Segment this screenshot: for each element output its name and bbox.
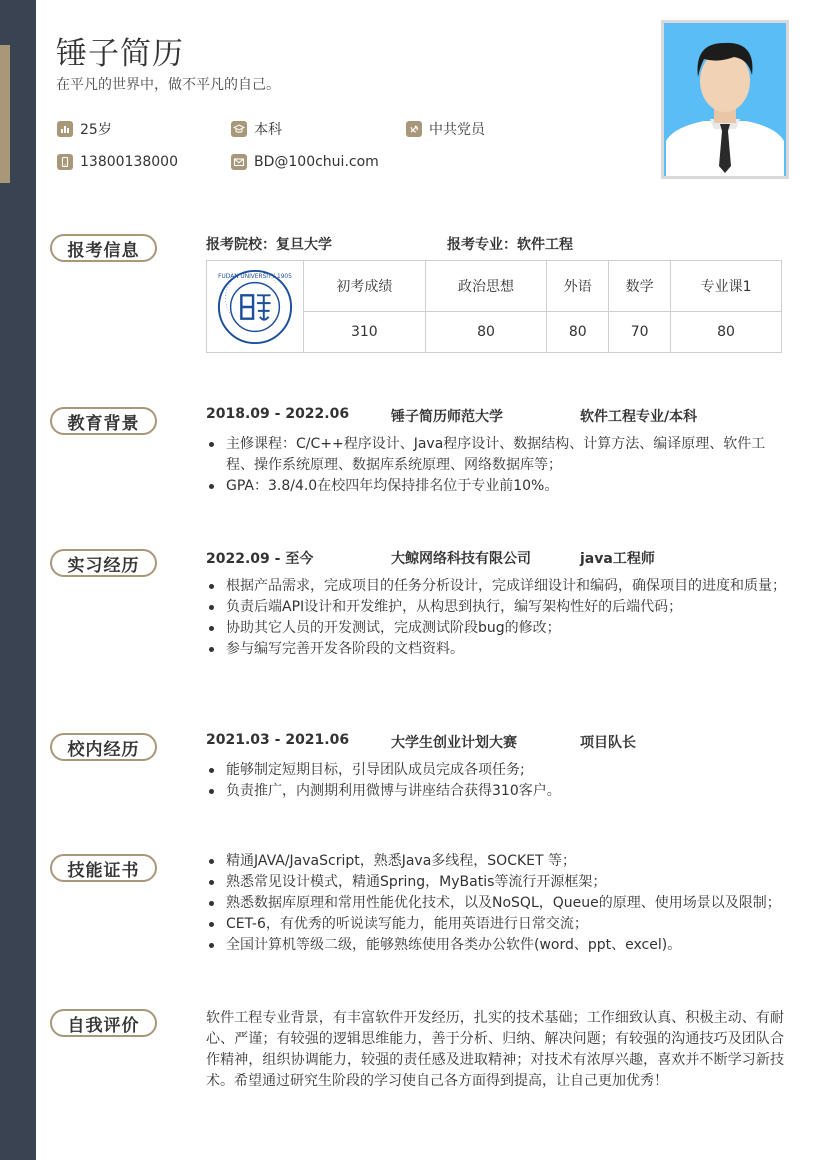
education-list <box>206 434 786 497</box>
section-label-campus: 校内经历 <box>50 733 157 761</box>
info-email-value: BD@100chui.com <box>254 154 379 170</box>
campus-role: 项目队长 <box>580 735 636 751</box>
exam-score-table <box>206 260 782 353</box>
section-label-self-eval: 自我评价 <box>50 1009 157 1037</box>
bar-chart-icon <box>57 121 73 137</box>
exam-school: 报考院校：复旦大学 <box>206 237 332 253</box>
list-item: CET-6，有优秀的听说读写能力，能用英语进行日常交流； <box>206 914 786 935</box>
score-header: 政治思想 <box>425 261 547 312</box>
info-politics-value: 中共党员 <box>429 122 485 138</box>
list-item: 协助其它人员的开发测试，完成测试阶段bug的修改； <box>206 618 786 639</box>
phone-icon <box>57 154 73 170</box>
score-value: 70 <box>609 311 671 352</box>
internship-list <box>206 576 786 660</box>
internship-date: 2022.09 - 至今 <box>206 551 314 567</box>
list-item: 能够制定短期目标，引导团队成员完成各项任务; <box>206 760 786 781</box>
score-value: 80 <box>671 311 782 352</box>
list-item: 全国计算机等级二级，能够熟练使用各类办公软件(word、ppt、excel)。 <box>206 935 786 956</box>
mail-icon <box>231 154 247 170</box>
internship-role: java工程师 <box>580 551 655 567</box>
avatar-illustration <box>664 23 786 176</box>
score-value: 80 <box>547 311 609 352</box>
internship-company: 大鲸网络科技有限公司 <box>391 551 531 567</box>
list-item: 精通JAVA/JavaScript，熟悉Java多线程，SOCKET 等； <box>206 851 786 872</box>
resume-name: 锤子简历 <box>56 36 184 72</box>
list-item: 参与编写完善开发各阶段的文档资料。 <box>206 639 786 660</box>
section-label-skills: 技能证书 <box>50 854 157 882</box>
score-value: 80 <box>425 311 547 352</box>
fudan-logo-icon <box>216 268 294 346</box>
section-label-exam: 报考信息 <box>50 234 157 262</box>
campus-list <box>206 760 786 802</box>
school-logo-cell <box>207 261 304 353</box>
graduation-cap-icon <box>231 121 247 137</box>
list-item: 主修课程：C/C++程序设计、Java程序设计、数据结构、计算方法、编译原理、软件工程、操作系统原理、数据库系统原理、网络数据库等； <box>206 434 786 476</box>
list-item: GPA：3.8/4.0在校四年均保持排名位于专业前10%。 <box>206 476 786 497</box>
skills-list <box>206 851 786 956</box>
education-major: 软件工程专业/本科 <box>580 409 698 425</box>
info-phone-value: 13800138000 <box>80 154 178 170</box>
section-label-education: 教育背景 <box>50 407 157 435</box>
list-item: 负责推广，内测期利用微博与讲座结合获得310客户。 <box>206 781 786 802</box>
score-header: 数学 <box>609 261 671 312</box>
list-item: 熟悉常见设计模式，精通Spring，MyBatis等流行开源框架； <box>206 872 786 893</box>
score-header: 外语 <box>547 261 609 312</box>
info-email <box>231 154 379 170</box>
info-education <box>231 119 282 139</box>
list-item: 负责后端API设计和开发维护，从构思到执行，编写架构性好的后端代码； <box>206 597 786 618</box>
info-politics <box>406 119 485 139</box>
campus-org: 大学生创业计划大赛 <box>391 735 517 751</box>
party-emblem-icon <box>406 121 422 137</box>
education-date: 2018.09 - 2022.06 <box>206 406 350 422</box>
resume-motto: 在平凡的世界中，做不平凡的自己。 <box>56 77 280 93</box>
list-item: 熟悉数据库原理和常用性能优化技术，以及NoSQL，Queue的原理、使用场景以及限制； <box>206 893 786 914</box>
self-eval-text: 软件工程专业背景，有丰富软件开发经历，扎实的技术基础；工作细致认真、积极主动、有耐心、严谨；有较强的逻辑思维能力，善于分析、归纳、解决问题；有较强的沟通技巧及团队合作精神，组织协调能力，较强的责任感及进取精神；对技术有浓厚兴趣，喜欢并不断学习新技术。希望通过研究生阶段的学习使自己各方面得到提高，让自己更加优秀！ <box>206 1010 784 1089</box>
info-age <box>57 119 112 139</box>
education-school: 锤子简历师范大学 <box>391 409 503 425</box>
list-item: 根据产品需求，完成项目的任务分析设计，完成详细设计和编码，确保项目的进度和质量； <box>206 576 786 597</box>
logo-text: FUDAN UNIVERSITY 1905 <box>218 273 292 280</box>
section-label-internship: 实习经历 <box>50 549 157 577</box>
profile-photo <box>661 20 789 179</box>
info-age-value: 25岁 <box>80 122 112 138</box>
sidebar-accent-bar <box>0 45 10 183</box>
score-header: 初考成绩 <box>304 261 426 312</box>
info-education-value: 本科 <box>254 122 282 138</box>
info-phone <box>57 154 178 170</box>
score-value: 310 <box>304 311 426 352</box>
score-header: 专业课1 <box>671 261 782 312</box>
exam-major: 报考专业：软件工程 <box>447 237 573 253</box>
campus-date: 2021.03 - 2021.06 <box>206 732 350 748</box>
